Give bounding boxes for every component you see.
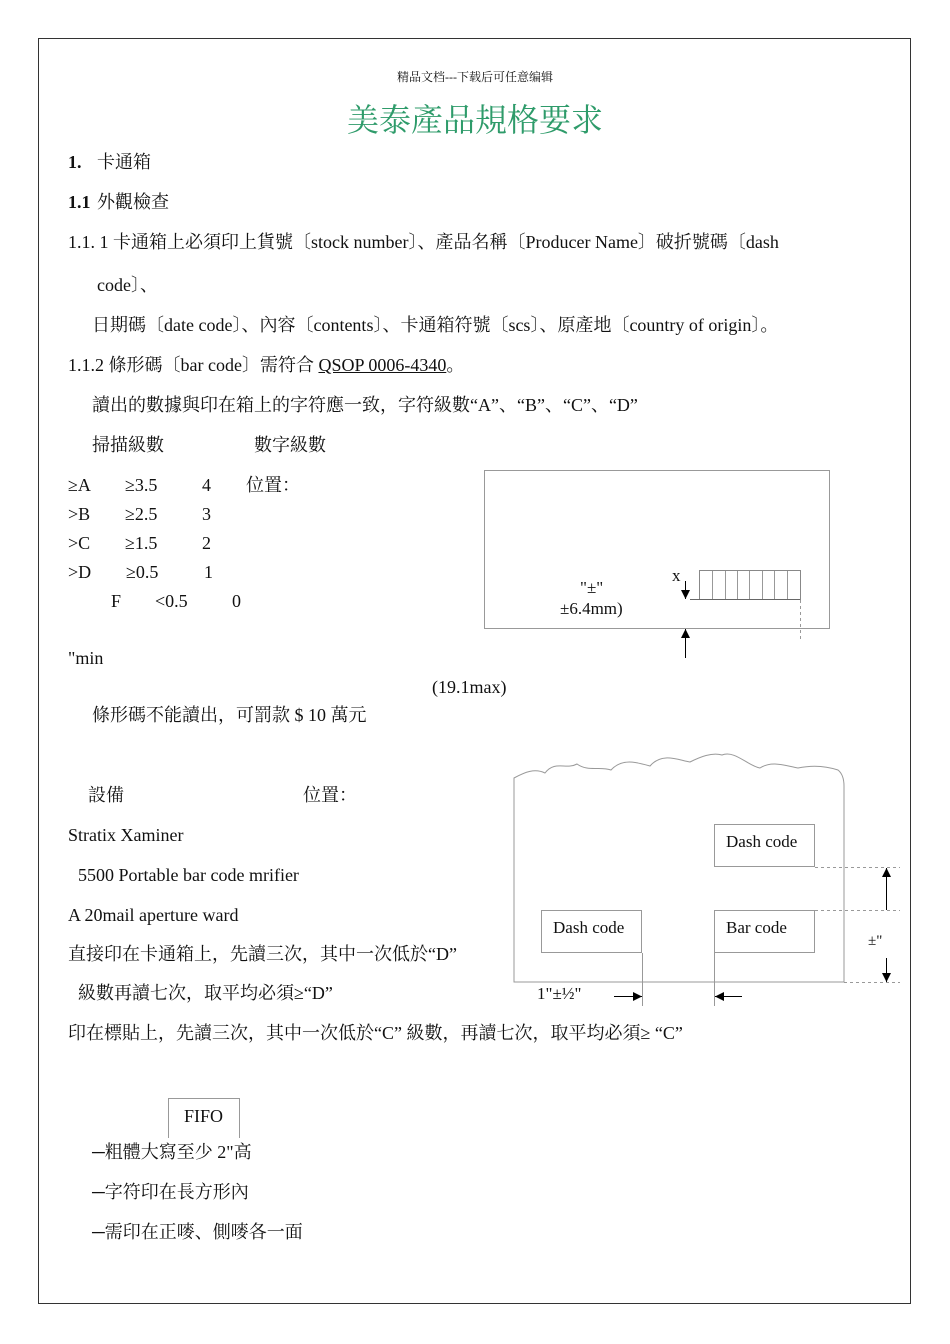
arrow-head <box>882 868 891 877</box>
diag2-bar-code: Bar code <box>726 918 787 937</box>
rule-item: ─粗體大寫至少 2"高 <box>92 1142 252 1162</box>
grade-value: F <box>111 591 122 611</box>
grade-digit: 0 <box>232 591 241 611</box>
direct-print-2: 級數再讀七次，取平均必須≥“D” <box>78 983 333 1003</box>
equipment-1: Stratix Xaminer <box>68 825 184 845</box>
section-1-number: 1. <box>68 152 82 172</box>
grade-digit: 3 <box>202 504 211 524</box>
diag2-dash-code-top: Dash code <box>726 832 798 851</box>
penalty-text: 條形碼不能讀出，可罰款 $ 10 萬元 <box>92 705 367 725</box>
section-1-label: 卡通箱 <box>97 152 151 172</box>
grade-scan: ≥2.5 <box>125 504 158 524</box>
grade-digit: 2 <box>202 533 211 553</box>
arrow-head <box>633 992 642 1001</box>
section-1-1-label: 外觀檢查 <box>97 192 169 212</box>
col-digit-grade: 數字級數 <box>254 435 326 455</box>
grade-scan: ≥1.5 <box>125 533 158 553</box>
position-label-2: 位置： <box>303 785 357 805</box>
section-1-1-number: 1.1 <box>68 192 91 212</box>
grade-digit: 1 <box>204 562 213 582</box>
diag2-gap: 1"±½" <box>537 984 582 1003</box>
diag2-pm: ±" <box>868 933 883 949</box>
label-print-rule: 印在標貼上，先讀三次，其中一次低於“C” 級數，再讀七次，取平均必須≥ “C” <box>68 1023 683 1043</box>
read-requirement: 讀出的數據與印在箱上的字符應一致，字符級數“A”、“B”、“C”、“D” <box>92 395 638 415</box>
fifo-label: FIFO <box>184 1106 224 1126</box>
para-1-1-2-end: 。 <box>446 355 465 375</box>
position-label: 位置： <box>246 475 300 495</box>
grade-value: >C <box>68 533 91 553</box>
arrow-head <box>882 973 891 982</box>
grade-value: >D <box>68 562 92 582</box>
grade-digit: 4 <box>202 475 211 495</box>
equipment-3: A 20mail aperture ward <box>68 905 239 925</box>
grade-value: ≥A <box>68 475 91 495</box>
equipment-2: 5500 Portable bar code mrifier <box>78 865 299 885</box>
grade-scan: ≥0.5 <box>126 562 159 582</box>
page-header: 精品文档---下载后可任意编辑 <box>397 70 553 84</box>
para-1-1-1-line2: code〕、 <box>97 275 158 295</box>
col-scan-grade: 掃描級數 <box>92 435 164 455</box>
para-1-1-2-text: 1.1.2 條形碼〔bar code〕需符合 <box>68 355 319 375</box>
min-text: "min <box>68 648 104 668</box>
rule-item: ─需印在正嘜、側嘜各一面 <box>92 1222 303 1242</box>
para-1-1-1-line3: 日期碼〔date code〕、內容〔contents〕、卡通箱符號〔scs〕、原產地〔country of origin〕。 <box>92 315 779 335</box>
diag2-dash-code-bottom: Dash code <box>553 918 625 937</box>
page-title: 美泰產品規格要求 <box>346 101 603 139</box>
arrow-head <box>715 992 724 1001</box>
para-1-1-1-line1: 1.1. 1 卡通箱上必須印上貨號〔stock number〕、產品名稱〔Producer Name〕破折號碼〔dash <box>68 232 779 252</box>
grade-scan: ≥3.5 <box>125 475 158 495</box>
direct-print-1: 直接印在卡通箱上，先讀三次，其中一次低於“D” <box>68 944 457 964</box>
diag1-pm: "±" <box>580 578 604 597</box>
rule-item: ─字符印在長方形內 <box>92 1182 249 1202</box>
diag1-x: x <box>672 566 681 585</box>
max-text: (19.1max) <box>432 677 507 697</box>
dim-guides <box>815 868 900 983</box>
equipment-label: 設備 <box>88 785 124 805</box>
grade-value: >B <box>68 504 91 524</box>
qsop-link: QSOP 0006-4340 <box>318 355 447 375</box>
diag1-mm: ±6.4mm) <box>560 599 623 618</box>
grade-scan: <0.5 <box>155 591 188 611</box>
